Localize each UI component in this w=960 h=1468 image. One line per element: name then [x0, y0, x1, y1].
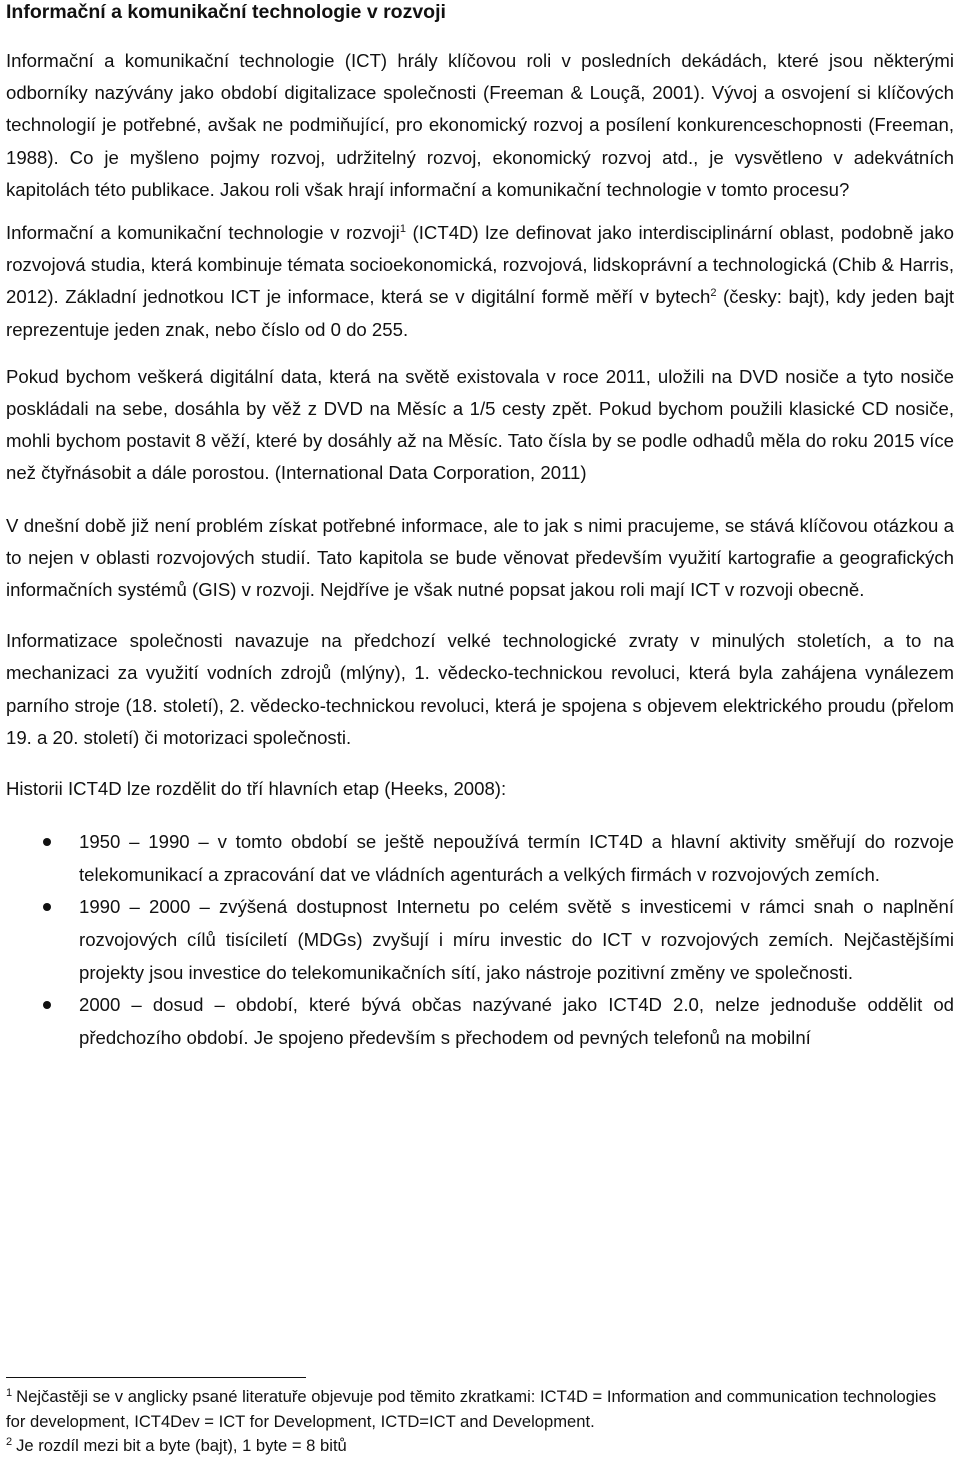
list-item: 1950 – 1990 – v tomto období se ještě nepoužívá termín ICT4D a hlavní aktivity směřují do rozvoje telekomunikací a zpracování dat ve vládních agenturách a velkých firmách v rozvojových zemích.	[6, 826, 954, 891]
footnote-ref-1: 1	[399, 223, 406, 236]
section-heading: Informační a komunikační technologie v rozvoji	[6, 1, 446, 23]
footnote-mark: 2	[6, 1436, 13, 1448]
paragraph-definition-text-a: Informační a komunikační technologie v rozvoji	[6, 222, 400, 244]
paragraph-definition-text-c: (česky: bajt), kdy jeden bajt reprezentuje jeden znak, nebo číslo od 0 do 255.	[6, 286, 954, 340]
footnote-mark: 1	[6, 1387, 13, 1399]
paragraph-definition	[6, 217, 954, 346]
footnote-ref-2: 2	[710, 287, 717, 300]
paragraph-definition-text-b: (ICT4D) lze definovat jako interdisciplinární oblast, podobně jako rozvojová studia, která kombinuje témata socioekonomická, rozvojová, lidskoprávní a technologická (Chib & Harris, 2012). Základní jednotkou ICT je informace, která se v digitální formě měří v bytech	[6, 222, 954, 308]
bullet-icon	[43, 903, 51, 911]
paragraph-history-intro: Historii ICT4D lze rozdělit do tří hlavních etap (Heeks, 2008):	[6, 778, 507, 800]
paragraph-today: V dnešní době již není problém získat potřebné informace, ale to jak s nimi pracujeme, se stává klíčovou otázkou a to nejen v oblasti rozvojových studií. Tato kapitola se bude věnovat především využití kartografie a geografických informačních systémů (GIS) v rozvoji. Nejdříve je však nutné popsat jakou roli mají ICT v rozvoji obecně.	[6, 514, 954, 601]
list-item: 1990 – 2000 – zvýšená dostupnost Internetu po celém světě s investicemi v rámci snah o naplnění rozvojových cílů tisíciletí (MDGs) zvyšují i míru investic do ICT v rozvojových zemích. Nejčastějšími projekty jsou investice do telekomunikačních sítí, jako nástroje pozitivní změny ve společnosti.	[6, 891, 954, 989]
footnote-text: Nejčastěji se v anglicky psané literatuře objevuje pod těmito zkratkami: ICT4D = Information and communication technologies for development, ICT4Dev = ICT for Development, ICTD=ICT and Development.	[6, 1387, 937, 1431]
bullet-icon	[43, 1001, 51, 1009]
paragraph-informatization: Informatizace společnosti navazuje na předchozí velké technologické zvraty v minulých stoletích, a to na mechanizaci za využití vodních zdrojů (mlýny), 1. vědecko-technickou revoluci, která byla zahájena vynálezem parního stroje (18. století), 2. vědecko-technickou revoluci, která je spojena s objevem elektrického proudu (přelom 19. a 20. století) či motorizaci společnosti.	[6, 630, 954, 748]
footnotes	[6, 1385, 954, 1459]
bullet-icon	[43, 838, 51, 846]
footnote-text: Je rozdíl mezi bit a byte (bajt), 1 byte = 8 bitů	[16, 1436, 347, 1455]
paragraph-intro: Informační a komunikační technologie (ICT) hrály klíčovou roli v posledních dekádách, které jsou některými odborníky nazývány jako období digitalizace společnosti (Freeman & Louçã, 2001). Vývoj a osvojení si klíčových technologií je potřebné, avšak ne podmiňující, pro ekonomický rozvoj a posílení konkurenceschopnosti (Freeman, 1988). Co je myšleno pojmy rozvoj, udržitelný rozvoj, ekonomický rozvoj atd., je vysvětleno v adekvátních kapitolách této publikace. Jakou roli však hrají informační a komunikační technologie v tomto procesu?	[6, 50, 954, 200]
paragraph-data-volume: Pokud bychom veškerá digitální data, která na světě existovala v roce 2011, uložili na DVD nosiče a tyto nosiče poskládali na sebe, dosáhla by věž z DVD na Měsíc a 1/5 cesty zpět. Pokud bychom použili klasické CD nosiče, mohli bychom postavit 8 věží, které by dosáhly až na Měsíc. Tato čísla by se podle odhadů měla do roku 2015 více než čtyřnásobit a dále porostou. (International Data Corporation, 2011)	[6, 365, 954, 484]
footnote-1	[6, 1385, 954, 1434]
document-page	[6, 0, 954, 1054]
footnote-2	[6, 1434, 954, 1459]
footnote-separator	[6, 1377, 306, 1378]
list-item: 2000 – dosud – období, které bývá občas nazývané jako ICT4D 2.0, nelze jednoduše oddělit od předchozího období. Je spojeno především s přechodem od pevných telefonů na mobilní	[6, 989, 954, 1054]
history-stages-list	[6, 826, 954, 1054]
